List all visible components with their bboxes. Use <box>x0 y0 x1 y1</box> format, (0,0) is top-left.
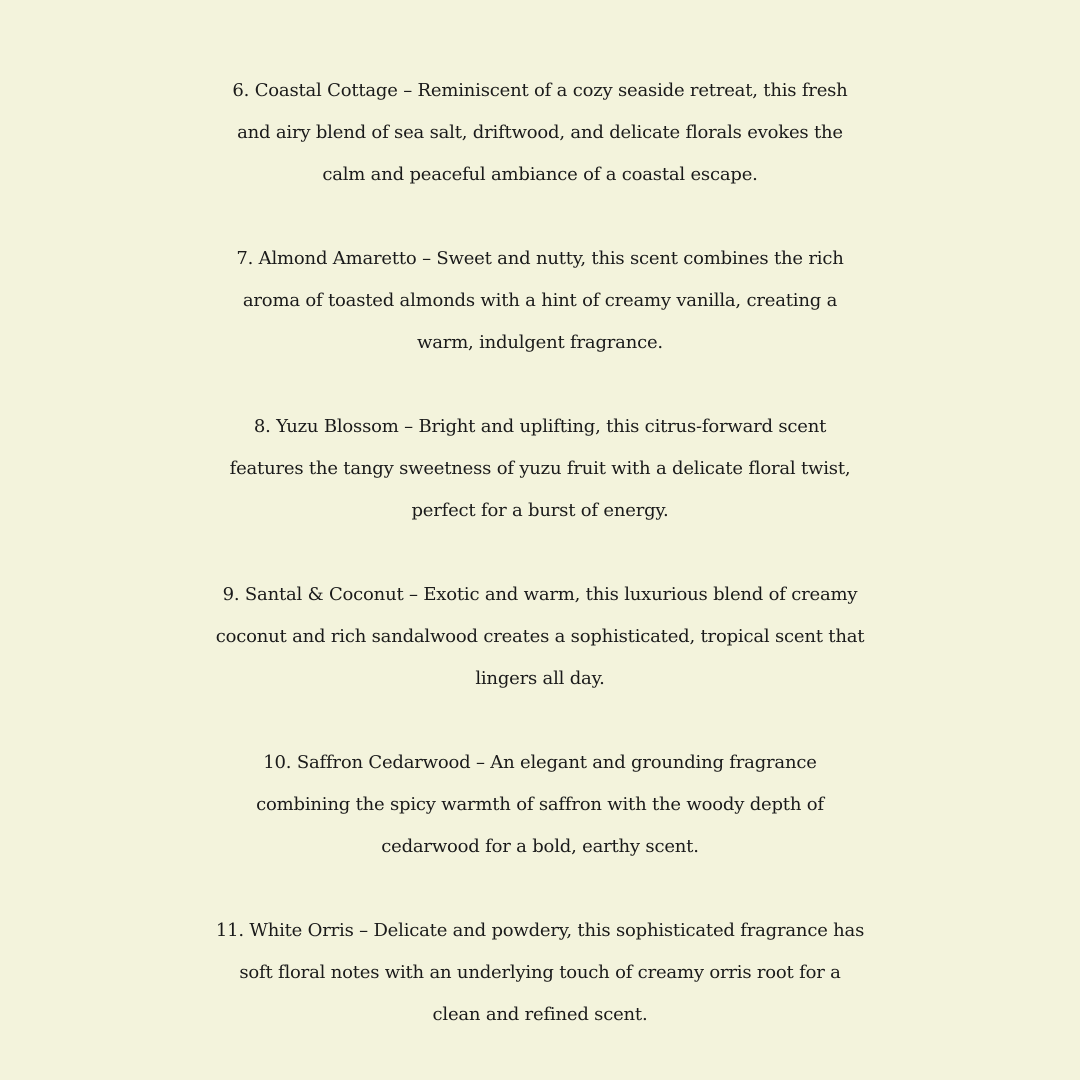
entry-line: soft floral notes with an underlying touch of creamy orris root for a <box>239 962 841 983</box>
entry-line: 6. Coastal Cottage – Reminiscent of a cozy seaside retreat, this fresh <box>232 80 848 101</box>
entry-line: 9. Santal & Coconut – Exotic and warm, this luxurious blend of creamy <box>222 584 858 605</box>
entry-line: aroma of toasted almonds with a hint of creamy vanilla, creating a <box>242 290 838 311</box>
fragrance-entry-saffron-cedarwood <box>0 742 1080 868</box>
entry-line: perfect for a burst of energy. <box>411 500 669 521</box>
entry-line: lingers all day. <box>475 668 605 689</box>
fragrance-entry-white-orris <box>0 910 1080 1036</box>
entry-line: coconut and rich sandalwood creates a sophisticated, tropical scent that <box>215 626 865 647</box>
entry-line: 7. Almond Amaretto – Sweet and nutty, this scent combines the rich <box>236 248 844 269</box>
fragrance-entry-almond-amaretto <box>0 238 1080 364</box>
fragrance-entry-santal-coconut <box>0 574 1080 700</box>
entry-line: calm and peaceful ambiance of a coastal escape. <box>322 164 758 185</box>
entry-line: 10. Saffron Cedarwood – An elegant and grounding fragrance <box>263 752 817 773</box>
entry-line: cedarwood for a bold, earthy scent. <box>381 836 699 857</box>
entry-line: combining the spicy warmth of saffron with the woody depth of <box>256 794 824 815</box>
entry-line: 8. Yuzu Blossom – Bright and uplifting, this citrus-forward scent <box>253 416 827 437</box>
fragrance-entry-yuzu-blossom <box>0 406 1080 532</box>
entry-line: and airy blend of sea salt, driftwood, and delicate florals evokes the <box>237 122 843 143</box>
entry-line: features the tangy sweetness of yuzu fruit with a delicate floral twist, <box>229 458 851 479</box>
entry-line: warm, indulgent fragrance. <box>417 332 663 353</box>
entry-line: clean and refined scent. <box>432 1004 648 1025</box>
entry-line: 11. White Orris – Delicate and powdery, this sophisticated fragrance has <box>215 920 865 941</box>
fragrance-entry-coastal-cottage <box>0 70 1080 196</box>
